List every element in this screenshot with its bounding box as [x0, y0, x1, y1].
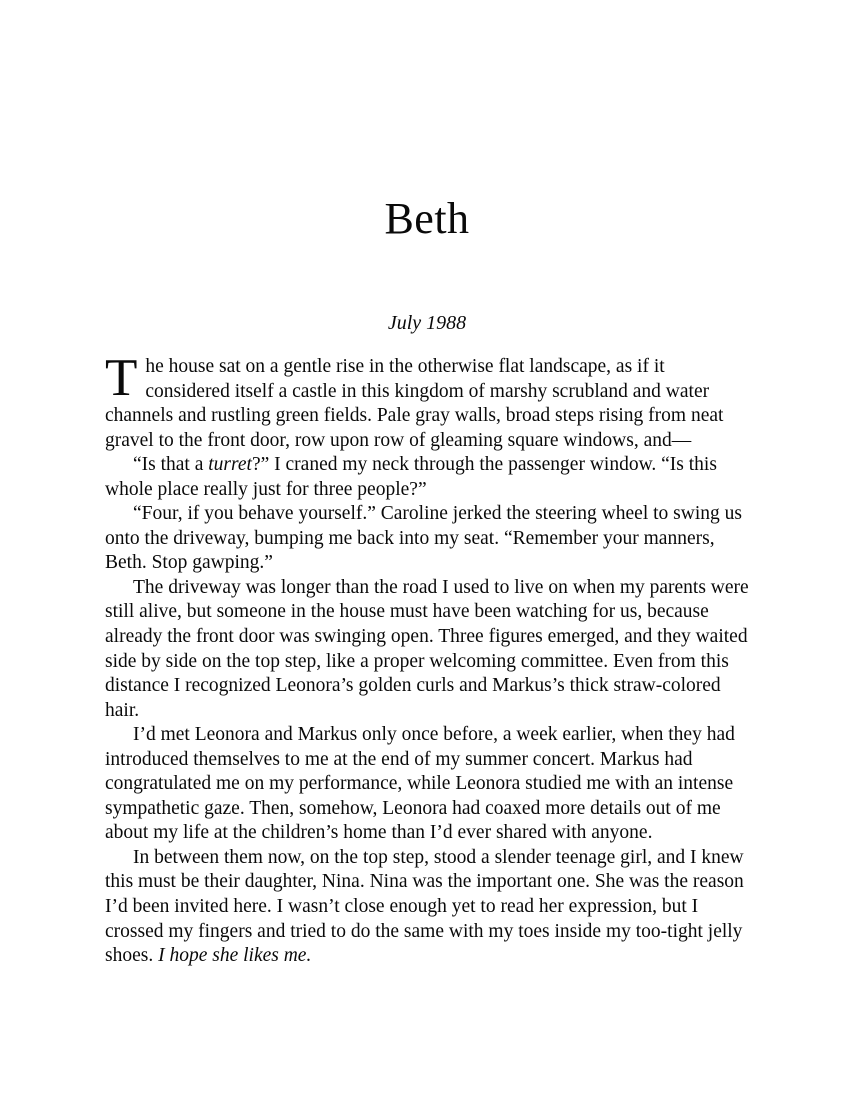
- body-text-segment: In between them now, on the top step, stood a slender teenage girl, and I knew this must be their daughter, Nina. Nina was the important one. She was the reason I’d been invited here. I wasn’t close enough yet to read her expression, but I crossed my fingers and tried to do the same with my toes inside my too-tight jelly shoes.: [105, 846, 744, 967]
- body-text-segment: I’d met Leonora and Markus only once before, a week earlier, when they had introduced themselves to me at the end of my summer concert. Markus had congratulated me on my performance, while Leonora studied me with an intense sympathetic gaze. Then, somehow, Leonora had coaxed more details out of me about my life at the children’s home than I’d ever shared with anyone.: [105, 724, 735, 844]
- body-text-segment: “Four, if you behave yourself.” Caroline jerked the steering wheel to swing us onto the driveway, bumping me back into my seat. “Remember your manners, Beth. Stop gawping.”: [105, 503, 742, 574]
- book-page: [105, 0, 749, 969]
- paragraph: [105, 349, 749, 453]
- body-text-segment: ?” I craned my neck through the passenger window. “Is this whole place really just for three people?”: [105, 454, 717, 500]
- paragraph: [105, 453, 749, 502]
- chapter-body: [105, 349, 749, 969]
- paragraph: [105, 723, 749, 846]
- body-text-segment: he house sat on a gentle rise in the otherwise flat landscape, as if it considered itself a castle in this kingdom of marshy scrubland and water channels and rustling green fields. Pale gray walls, broad steps rising from neat gravel to the front door, row upon row of gleaming square windows, and—: [105, 356, 724, 451]
- chapter-title: Beth: [384, 194, 470, 243]
- paragraph: [105, 576, 749, 723]
- drop-cap: T: [105, 349, 138, 407]
- italic-text-segment: turret: [208, 454, 252, 476]
- chapter-dateline: July 1988: [387, 312, 467, 334]
- italic-text-segment: I hope she likes me.: [158, 945, 312, 967]
- paragraph: [105, 846, 749, 969]
- body-text-segment: The driveway was longer than the road I used to live on when my parents were still alive, but someone in the house must have been watching for us, because already the front door was swinging open. Three figures emerged, and they waited side by side on the top step, like a proper welcoming committee. Even from this distance I recognized Leonora’s golden curls and Markus’s thick straw-colored hair.: [105, 576, 749, 721]
- paragraph: [105, 502, 749, 576]
- body-text-segment: “Is that a: [133, 454, 209, 476]
